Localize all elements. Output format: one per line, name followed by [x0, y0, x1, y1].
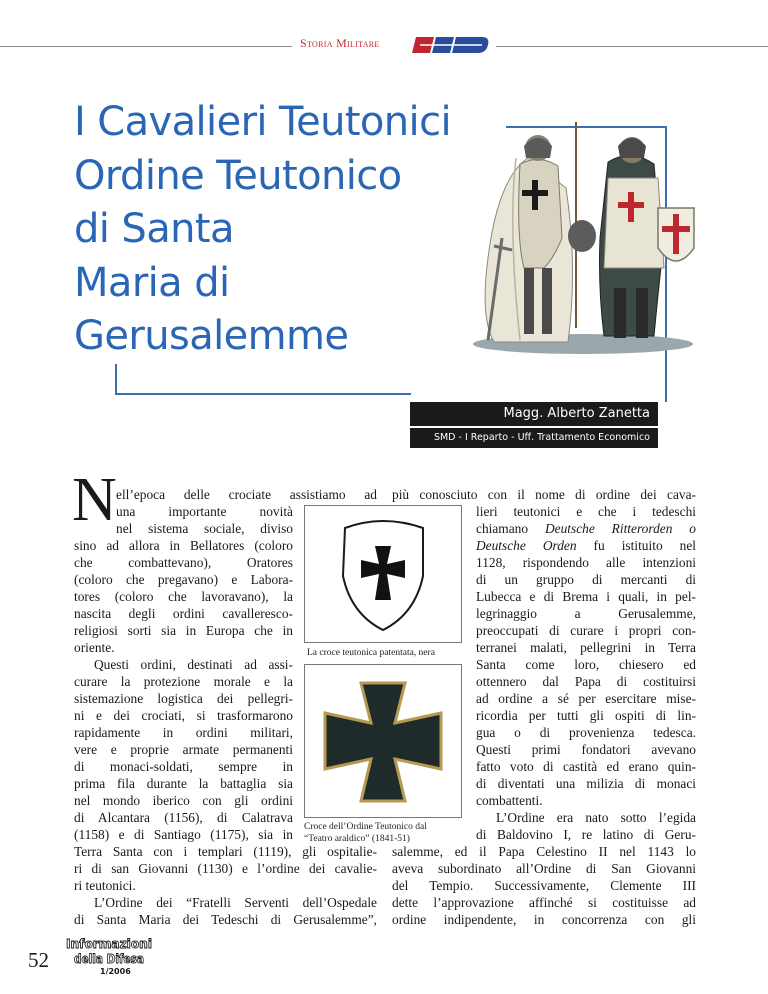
magazine-logo — [64, 934, 154, 976]
section-label: Storia Militare — [300, 36, 380, 50]
text-line: rapidamente in ordini militari, — [74, 725, 293, 740]
text-line: una importante novità — [116, 504, 293, 519]
title-rule-bottom — [115, 393, 411, 395]
text-line: L’Ordine dei “Fratelli Serventi dell’Ospedale — [94, 895, 377, 910]
author-name: Magg. Alberto Zanetta — [410, 402, 658, 426]
header-rule-left — [0, 46, 292, 47]
text-span: chiamano — [476, 521, 545, 536]
text-line: di monaci-soldati, sempre in — [74, 759, 293, 774]
author-affiliation: SMD - I Reparto - Uff. Trattamento Economico — [410, 428, 658, 448]
text-line: ni e dei crociati, si trasformarono — [74, 708, 293, 723]
text-line: che combattevano), Oratores — [74, 555, 293, 570]
figure-caption-2a: Croce dell’Ordine Teutonico dal — [304, 822, 427, 832]
text-line: vere e proprie armate permanenti — [74, 742, 293, 757]
title-line-4: Maria di — [74, 259, 230, 306]
text-line: legrinaggio a Gerusalemme, — [476, 606, 696, 621]
title-line-2: Ordine Teutonico — [74, 152, 402, 199]
text-line: nascita degli ordini cavalleresco- — [74, 606, 293, 621]
figure-order-cross — [304, 664, 462, 818]
text-line: di diventati una milizia di monaci — [476, 776, 696, 791]
text-line: curare la protezione morale e la — [74, 674, 293, 689]
text-line: ottennero dal Papa di costituirsi — [476, 674, 696, 689]
text-line: aveva subordinato all’Ordine di San Giovanni — [392, 861, 696, 876]
text-line: ricordia per tutti gli ospiti di lin- — [476, 708, 696, 723]
figure-caption-2b: “Teatro araldico” (1841-51) — [304, 834, 410, 844]
title-line-3: di Santa — [74, 206, 234, 252]
text-line: L’Ordine era nato sotto l’egida — [496, 810, 696, 825]
text-line: del Tempio. Successivamente, Clemente III — [392, 878, 696, 893]
text-line: (1158) e di Santiago (1175), sia in — [74, 827, 293, 842]
page-number: 52 — [28, 948, 49, 972]
text-line: Santa come loro, chiesero ed — [476, 657, 696, 672]
text-italic: Deutsche Ritterorden o — [544, 521, 696, 536]
text-line: ad ordine a sé per esercitare mise- — [476, 691, 696, 706]
text-line: più conosciuto con il nome di ordine dei cava- — [392, 487, 696, 502]
text-line: di Alcantara (1156), di Calatrava — [74, 810, 293, 825]
text-line: di Baldovino I, re latino di Geru- — [476, 827, 696, 842]
text-line: tores (coloro che lavoravano), la — [74, 589, 293, 604]
title-rule-left — [115, 364, 117, 394]
magazine-issue: 1/2006 — [100, 967, 131, 976]
text-line: di Santa Maria dei Tedeschi di Gerusalemme”, — [74, 912, 377, 927]
text-line: combattenti. — [476, 793, 543, 808]
text-line: terranei malati, pellegrini in Terra — [476, 640, 696, 655]
text-line: sistemazione logistica dei pellegri- — [74, 691, 293, 706]
text-line: religiosi sorti sia in Europa che in — [74, 623, 293, 638]
smd-logo-icon — [412, 35, 490, 55]
text-line — [476, 520, 696, 537]
text-line: fatto voto di castità ed erano quin- — [476, 759, 696, 774]
magazine-title-line-2: della Difesa — [74, 951, 144, 966]
text-line: Questi ordini, destinati ad assi- — [94, 657, 293, 672]
text-line: salemme, ed il Papa Celestino II nel 1143 lo — [392, 844, 696, 859]
text-line — [476, 537, 696, 554]
article-title — [74, 96, 451, 364]
header-rule-right — [496, 46, 768, 47]
text-line: nel mondo iberico con gli ordini — [74, 793, 293, 808]
figure-caption-1: La croce teutonica patentata, nera — [307, 648, 435, 658]
text-line: Lubecca e di Brema i quali, in pel- — [476, 589, 696, 604]
title-line-1: I Cavalieri Teutonici — [74, 99, 451, 145]
text-line: di un gruppo di mercanti di — [476, 572, 696, 587]
knights-illustration — [458, 118, 708, 356]
text-line: Questi primi fondatori avevano — [476, 742, 696, 757]
text-line: 1128, rispondendo alle intenzioni — [476, 555, 696, 570]
text-italic: Deutsche Orden — [476, 538, 577, 553]
text-line: ri teutonici. — [74, 878, 136, 893]
text-line: nel sistema sociale, diviso — [116, 521, 293, 536]
magazine-title-line-1: Informazioni — [66, 936, 152, 951]
drop-cap: N — [72, 466, 117, 534]
text-line: Terra Santa con i templari (1119), gli ospitalie- — [74, 844, 377, 859]
text-line: gua o di provenienza tedesca. — [476, 725, 696, 740]
title-line-5: Gerusalemme — [74, 313, 349, 359]
text-line: ell’epoca delle crociate assistiamo ad — [116, 487, 377, 502]
text-line: sino ad allora in Bellatores (coloro — [74, 538, 293, 553]
text-line: ordine indipendente, in concorrenza con gli — [392, 912, 696, 927]
text-line: dette l’approvazione affinché si costituisse ad — [392, 895, 696, 910]
text-line: lieri teutonici e che i tedeschi — [476, 504, 696, 519]
text-line: preoccupati di curare i propri con- — [476, 623, 696, 638]
text-line: ri di san Giovanni (1130) e l’ordine dei cavalie- — [74, 861, 377, 876]
text-line: (coloro che pregavano) e Labora- — [74, 572, 293, 587]
text-line: prima fila durante la battaglia sia — [74, 776, 293, 791]
text-span: fu istituito nel — [576, 538, 696, 553]
figure-shield-cross — [304, 505, 462, 643]
text-line: oriente. — [74, 640, 115, 655]
teutonic-shield-icon — [305, 506, 461, 642]
order-cross-icon — [305, 665, 461, 817]
